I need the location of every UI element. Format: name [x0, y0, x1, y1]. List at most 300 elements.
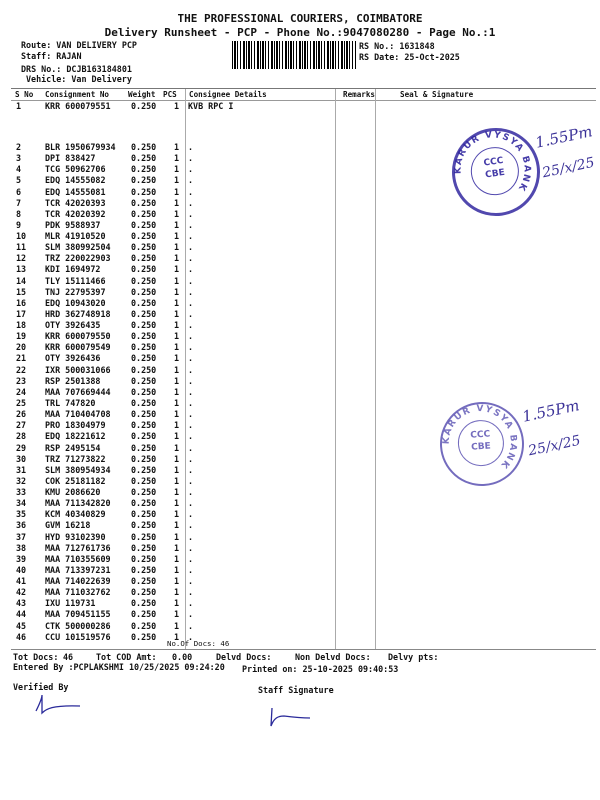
cell-weight: 0.250	[131, 542, 157, 553]
table-row	[11, 298, 411, 309]
cell-sno: 20	[16, 342, 27, 353]
cell-sno: 30	[16, 453, 27, 464]
table-row	[11, 187, 411, 198]
cell-pcs: 1	[174, 509, 180, 520]
cell-consignee: .	[188, 620, 194, 631]
cell-consignment-no: PDK 9588937	[45, 219, 101, 230]
cell-consignment-no: MAA 713397231	[45, 564, 111, 575]
cell-consignment-no: MAA 707669444	[45, 386, 111, 397]
cell-consignment-no: IXR 500031066	[45, 364, 111, 375]
cell-weight: 0.250	[131, 264, 157, 275]
cell-weight: 0.250	[131, 231, 157, 242]
cell-sno: 37	[16, 531, 27, 542]
cell-sno: 1	[16, 101, 22, 111]
cell-consignment-no: TRZ 71273822	[45, 453, 106, 464]
cell-consignment-no: MAA 712761736	[45, 542, 111, 553]
verified-by-label: Verified By	[13, 682, 69, 692]
cell-consignment-no: MAA 714022639	[45, 576, 111, 587]
cell-consignment-no: KDI 1694972	[45, 264, 101, 275]
delvy-pts-label: Delvy pts:	[388, 652, 439, 662]
cell-consignment-no: RSP 2495154	[45, 442, 101, 453]
cell-consignment-no: TLY 15111466	[45, 275, 106, 286]
cell-pcs: 1	[174, 164, 180, 175]
cell-pcs: 1	[174, 498, 180, 509]
cell-pcs: 1	[174, 453, 180, 464]
cell-consignee: .	[188, 420, 194, 431]
cell-pcs: 1	[174, 186, 180, 197]
cell-consignee: .	[188, 542, 194, 553]
route-text: Route: VAN DELIVERY PCP	[21, 40, 137, 50]
cell-consignment-no: TNJ 22795397	[45, 286, 106, 297]
cell-sno: 42	[16, 587, 27, 598]
cell-pcs: 1	[174, 587, 180, 598]
cell-weight: 0.250	[131, 620, 157, 631]
cell-pcs: 1	[174, 297, 180, 308]
table-row	[11, 520, 411, 531]
cell-consignment-no: SLM 380992504	[45, 242, 111, 253]
cell-consignment-no: GVM 16218	[45, 520, 91, 531]
cell-consignee: KVB RPC I	[188, 101, 234, 111]
printed-on: Printed on: 25-10-2025 09:40:53	[242, 664, 399, 674]
cell-pcs: 1	[174, 475, 180, 486]
cell-pcs: 1	[174, 576, 180, 587]
cell-sno: 44	[16, 609, 27, 620]
verified-signature	[32, 693, 84, 717]
cell-consignment-no: MAA 711032762	[45, 587, 111, 598]
cell-pcs: 1	[174, 331, 180, 342]
stamp-center-line2: CBE	[470, 441, 492, 453]
cell-sno: 9	[16, 219, 22, 230]
staff-signature	[262, 704, 314, 728]
cell-pcs: 1	[174, 609, 180, 620]
tot-docs-value: 46	[63, 652, 74, 662]
cell-sno: 4	[16, 164, 22, 175]
cell-consignee: .	[188, 342, 194, 353]
cell-weight: 0.250	[131, 142, 157, 152]
table-row	[11, 342, 411, 353]
stamp-bank-name: KARUR VYSYA BANK	[453, 130, 532, 194]
cell-consignment-no: DPI 838427	[45, 153, 96, 164]
cell-weight: 0.250	[131, 442, 157, 453]
cell-weight: 0.250	[131, 164, 157, 175]
cell-sno: 46	[16, 631, 27, 642]
table-row	[11, 175, 411, 186]
cell-consignee: .	[188, 531, 194, 542]
cell-consignment-no: MAA 711342820	[45, 498, 111, 509]
cell-pcs: 1	[174, 231, 180, 242]
barcode-image	[232, 41, 356, 69]
cell-consignment-no: TRL 747820	[45, 397, 96, 408]
staff-signature-label: Staff Signature	[258, 685, 334, 695]
cell-weight: 0.250	[131, 431, 157, 442]
cell-weight: 0.250	[131, 219, 157, 230]
table-row	[11, 532, 411, 543]
cell-pcs: 1	[174, 197, 180, 208]
cell-weight: 0.250	[131, 197, 157, 208]
table-row	[11, 331, 411, 342]
cell-pcs: 1	[174, 386, 180, 397]
cell-consignment-no: EDQ 14555082	[45, 175, 106, 186]
table-row	[11, 253, 411, 264]
cell-sno: 41	[16, 576, 27, 587]
cell-consignee: .	[188, 231, 194, 242]
cell-consignee: .	[188, 598, 194, 609]
cell-consignment-no: TRZ 220022903	[45, 253, 111, 264]
cell-weight: 0.250	[131, 186, 157, 197]
table-row	[11, 287, 411, 298]
cell-consignment-no: SLM 380954934	[45, 464, 111, 475]
cell-consignment-no: KRR 600079549	[45, 342, 111, 353]
tot-docs-label: Tot Docs:	[13, 652, 59, 662]
cell-weight: 0.250	[131, 498, 157, 509]
cell-pcs: 1	[174, 275, 180, 286]
company-title: THE PROFESSIONAL COURIERS, COIMBATORE	[177, 12, 423, 25]
cell-sno: 45	[16, 620, 27, 631]
cell-consignee: .	[188, 264, 194, 275]
cell-consignee: .	[188, 587, 194, 598]
cell-consignment-no: EDQ 18221612	[45, 431, 106, 442]
cell-sno: 16	[16, 297, 27, 308]
table-row	[11, 209, 411, 220]
cell-consignee: .	[188, 520, 194, 531]
cell-pcs: 1	[174, 101, 180, 111]
cell-sno: 29	[16, 442, 27, 453]
cell-weight: 0.250	[131, 631, 157, 642]
cell-pcs: 1	[174, 342, 180, 353]
stamp-time-note: 1.55Pm	[533, 122, 594, 152]
cell-sno: 27	[16, 420, 27, 431]
cell-consignee: .	[188, 153, 194, 164]
cell-sno: 25	[16, 397, 27, 408]
cell-consignment-no: PRO 18304979	[45, 420, 106, 431]
cell-weight: 0.250	[131, 208, 157, 219]
cell-consignee: .	[188, 431, 194, 442]
table-row	[11, 387, 411, 398]
cell-consignee: .	[188, 320, 194, 331]
cell-consignment-no: HYD 93102390	[45, 531, 106, 542]
cell-sno: 36	[16, 520, 27, 531]
cell-consignee: .	[188, 186, 194, 197]
cell-consignee: .	[188, 286, 194, 297]
vehicle-text: Vehicle: Van Delivery	[26, 74, 132, 84]
cell-pcs: 1	[174, 253, 180, 264]
cell-pcs: 1	[174, 553, 180, 564]
table-row	[11, 398, 411, 409]
col-header-consignment: Consignment No	[45, 90, 110, 99]
cell-sno: 21	[16, 353, 27, 364]
cell-consignee: .	[188, 331, 194, 342]
cell-pcs: 1	[174, 153, 180, 164]
cell-consignee: .	[188, 175, 194, 186]
col-header-pcs: PCS	[163, 90, 177, 99]
cell-pcs: 1	[174, 219, 180, 230]
cell-pcs: 1	[174, 286, 180, 297]
cell-pcs: 1	[174, 431, 180, 442]
cell-sno: 31	[16, 464, 27, 475]
cell-consignment-no: IXU 119731	[45, 598, 96, 609]
cell-sno: 12	[16, 253, 27, 264]
table-row	[11, 220, 411, 231]
cell-weight: 0.250	[131, 576, 157, 587]
cell-consignment-no: MAA 709451155	[45, 609, 111, 620]
cell-weight: 0.250	[131, 242, 157, 253]
table-row	[11, 598, 411, 609]
cell-sno: 40	[16, 564, 27, 575]
table-row	[11, 498, 411, 509]
cell-pcs: 1	[174, 320, 180, 331]
cell-pcs: 1	[174, 308, 180, 319]
cell-sno: 22	[16, 364, 27, 375]
cell-pcs: 1	[174, 520, 180, 531]
cell-consignee: .	[188, 386, 194, 397]
table-row	[11, 164, 411, 175]
cell-consignee: .	[188, 364, 194, 375]
cell-sno: 39	[16, 553, 27, 564]
cell-sno: 43	[16, 598, 27, 609]
cell-weight: 0.250	[131, 453, 157, 464]
table-row	[11, 454, 411, 465]
cell-weight: 0.250	[131, 598, 157, 609]
table-row	[11, 101, 411, 112]
cell-consignee: .	[188, 353, 194, 364]
cell-sno: 19	[16, 331, 27, 342]
cell-weight: 0.250	[131, 609, 157, 620]
table-row	[11, 309, 411, 320]
table-row	[11, 609, 411, 620]
cell-pcs: 1	[174, 442, 180, 453]
cell-consignment-no: OTY 3926435	[45, 320, 101, 331]
cell-sno: 33	[16, 487, 27, 498]
cell-consignment-no: CCU 101519576	[45, 631, 111, 642]
cell-sno: 10	[16, 231, 27, 242]
cell-consignment-no: OTY 3926436	[45, 353, 101, 364]
cell-consignee: .	[188, 375, 194, 386]
cell-sno: 23	[16, 375, 27, 386]
cell-consignee: .	[188, 297, 194, 308]
cell-sno: 2	[16, 142, 22, 152]
cell-pcs: 1	[174, 564, 180, 575]
cell-weight: 0.250	[131, 364, 157, 375]
cell-sno: 7	[16, 197, 22, 208]
cell-weight: 0.250	[131, 531, 157, 542]
col-header-weight: Weight	[128, 90, 156, 99]
cell-pcs: 1	[174, 620, 180, 631]
table-row	[11, 431, 411, 442]
cell-consignee: .	[188, 197, 194, 208]
cell-weight: 0.250	[131, 520, 157, 531]
cell-weight: 0.250	[131, 342, 157, 353]
cell-consignee: .	[188, 142, 194, 152]
cell-consignment-no: RSP 2501388	[45, 375, 101, 386]
cell-consignee: .	[188, 409, 194, 420]
table-row	[11, 198, 411, 209]
table-row	[11, 565, 411, 576]
table-row	[11, 443, 411, 454]
cell-consignee: .	[188, 631, 194, 642]
cell-sno: 26	[16, 409, 27, 420]
stamp-date-note: 25/x/25	[526, 432, 583, 460]
cell-weight: 0.250	[131, 420, 157, 431]
table-row	[11, 587, 411, 598]
cell-consignment-no: MAA 710404708	[45, 409, 111, 420]
table-row	[11, 509, 411, 520]
cell-sno: 14	[16, 275, 27, 286]
cell-pcs: 1	[174, 175, 180, 186]
cell-consignment-no: EDQ 10943020	[45, 297, 106, 308]
cell-pcs: 1	[174, 353, 180, 364]
cell-consignee: .	[188, 208, 194, 219]
cell-sno: 5	[16, 175, 22, 186]
no-of-docs: No.Of Docs: 46	[167, 639, 230, 648]
cell-weight: 0.250	[131, 153, 157, 164]
cell-weight: 0.250	[131, 386, 157, 397]
cell-weight: 0.250	[131, 475, 157, 486]
cell-consignee: .	[188, 553, 194, 564]
cell-sno: 11	[16, 242, 27, 253]
cell-weight: 0.250	[131, 101, 157, 111]
cell-sno: 35	[16, 509, 27, 520]
cell-weight: 0.250	[131, 487, 157, 498]
cell-pcs: 1	[174, 264, 180, 275]
table-row	[11, 409, 411, 420]
cell-consignee: .	[188, 253, 194, 264]
cell-pcs: 1	[174, 487, 180, 498]
cell-pcs: 1	[174, 542, 180, 553]
delvd-docs-label: Delvd Docs:	[216, 652, 272, 662]
cell-weight: 0.250	[131, 397, 157, 408]
table-row	[11, 142, 411, 153]
stamp-time-note: 1.55Pm	[520, 396, 581, 426]
table-row	[11, 276, 411, 287]
cell-consignee: .	[188, 242, 194, 253]
table-row	[11, 476, 411, 487]
cell-consignment-no: TCR 42020393	[45, 197, 106, 208]
table-row	[11, 465, 411, 476]
rs-date: RS Date: 25-Oct-2025	[359, 52, 460, 62]
table-row	[11, 153, 411, 164]
table-row	[11, 365, 411, 376]
col-header-sno: S No	[15, 90, 34, 99]
cell-sno: 15	[16, 286, 27, 297]
cell-weight: 0.250	[131, 308, 157, 319]
table-row	[11, 487, 411, 498]
cell-weight: 0.250	[131, 464, 157, 475]
cell-consignee: .	[188, 219, 194, 230]
cell-consignee: .	[188, 164, 194, 175]
stamp-center-line1: CCC	[483, 155, 505, 169]
cell-pcs: 1	[174, 397, 180, 408]
cell-weight: 0.250	[131, 375, 157, 386]
cell-consignment-no: TCG 50962706	[45, 164, 106, 175]
cell-consignee: .	[188, 487, 194, 498]
cell-weight: 0.250	[131, 409, 157, 420]
cell-consignment-no: MLR 41910520	[45, 231, 106, 242]
table-row	[11, 242, 411, 253]
cell-weight: 0.250	[131, 553, 157, 564]
cell-weight: 0.250	[131, 587, 157, 598]
table-row	[11, 576, 411, 587]
cell-weight: 0.250	[131, 509, 157, 520]
cell-weight: 0.250	[131, 564, 157, 575]
table-row	[11, 376, 411, 387]
col-header-consignee: Consignee Details	[189, 90, 267, 99]
non-delvd-docs-label: Non Delvd Docs:	[295, 652, 371, 662]
cell-pcs: 1	[174, 242, 180, 253]
cell-pcs: 1	[174, 598, 180, 609]
cell-consignee: .	[188, 576, 194, 587]
table-row	[11, 420, 411, 431]
cell-consignee: .	[188, 442, 194, 453]
cell-pcs: 1	[174, 375, 180, 386]
cell-sno: 17	[16, 308, 27, 319]
col-header-remarks: Remarks	[343, 90, 376, 99]
cell-sno: 24	[16, 386, 27, 397]
cell-consignment-no: BLR 1950679934	[45, 142, 116, 152]
cell-consignee: .	[188, 397, 194, 408]
table-row	[11, 320, 411, 331]
cell-consignment-no: MAA 710355609	[45, 553, 111, 564]
cell-consignee: .	[188, 564, 194, 575]
table-row	[11, 231, 411, 242]
tot-cod-value: 0.00	[172, 652, 193, 662]
cell-pcs: 1	[174, 420, 180, 431]
cell-pcs: 1	[174, 142, 180, 152]
entered-by: Entered By :PCPLAKSHMI 10/25/2025 09:24:20	[13, 662, 225, 672]
cell-consignee: .	[188, 464, 194, 475]
table-header	[11, 89, 596, 101]
cell-consignment-no: COK 25181182	[45, 475, 106, 486]
cell-sno: 18	[16, 320, 27, 331]
cell-pcs: 1	[174, 364, 180, 375]
stamp-center-line1: CCC	[470, 429, 491, 441]
tot-cod-label: Tot COD Amt:	[96, 652, 157, 662]
cell-consignee: .	[188, 498, 194, 509]
cell-consignee: .	[188, 475, 194, 486]
cell-sno: 34	[16, 498, 27, 509]
cell-weight: 0.250	[131, 320, 157, 331]
cell-consignment-no: EDQ 14555081	[45, 186, 106, 197]
cell-consignment-no: TCR 42020392	[45, 208, 106, 219]
cell-pcs: 1	[174, 409, 180, 420]
cell-consignment-no: HRD 362748918	[45, 308, 111, 319]
col-header-seal: Seal & Signature	[400, 90, 474, 99]
cell-sno: 32	[16, 475, 27, 486]
table-row	[11, 621, 411, 632]
cell-consignee: .	[188, 275, 194, 286]
cell-consignment-no: KCM 40340829	[45, 509, 106, 520]
cell-weight: 0.250	[131, 297, 157, 308]
cell-consignment-no: KMU 2086620	[45, 487, 101, 498]
cell-consignee: .	[188, 609, 194, 620]
cell-sno: 8	[16, 208, 22, 219]
table-row	[11, 353, 411, 364]
runsheet-subtitle: Delivery Runsheet - PCP - Phone No.:9047080280 - Page No.:1	[104, 26, 496, 39]
cell-sno: 38	[16, 542, 27, 553]
table-row	[11, 543, 411, 554]
cell-weight: 0.250	[131, 253, 157, 264]
rs-number: RS No.: 1631848	[359, 41, 435, 51]
bank-stamp-bottom	[437, 399, 527, 489]
cell-consignment-no: KRR 600079550	[45, 331, 111, 342]
cell-weight: 0.250	[131, 353, 157, 364]
cell-weight: 0.250	[131, 175, 157, 186]
cell-consignment-no: CTK 500000286	[45, 620, 111, 631]
cell-weight: 0.250	[131, 331, 157, 342]
cell-weight: 0.250	[131, 275, 157, 286]
cell-sno: 13	[16, 264, 27, 275]
cell-sno: 3	[16, 153, 22, 164]
cell-consignee: .	[188, 509, 194, 520]
